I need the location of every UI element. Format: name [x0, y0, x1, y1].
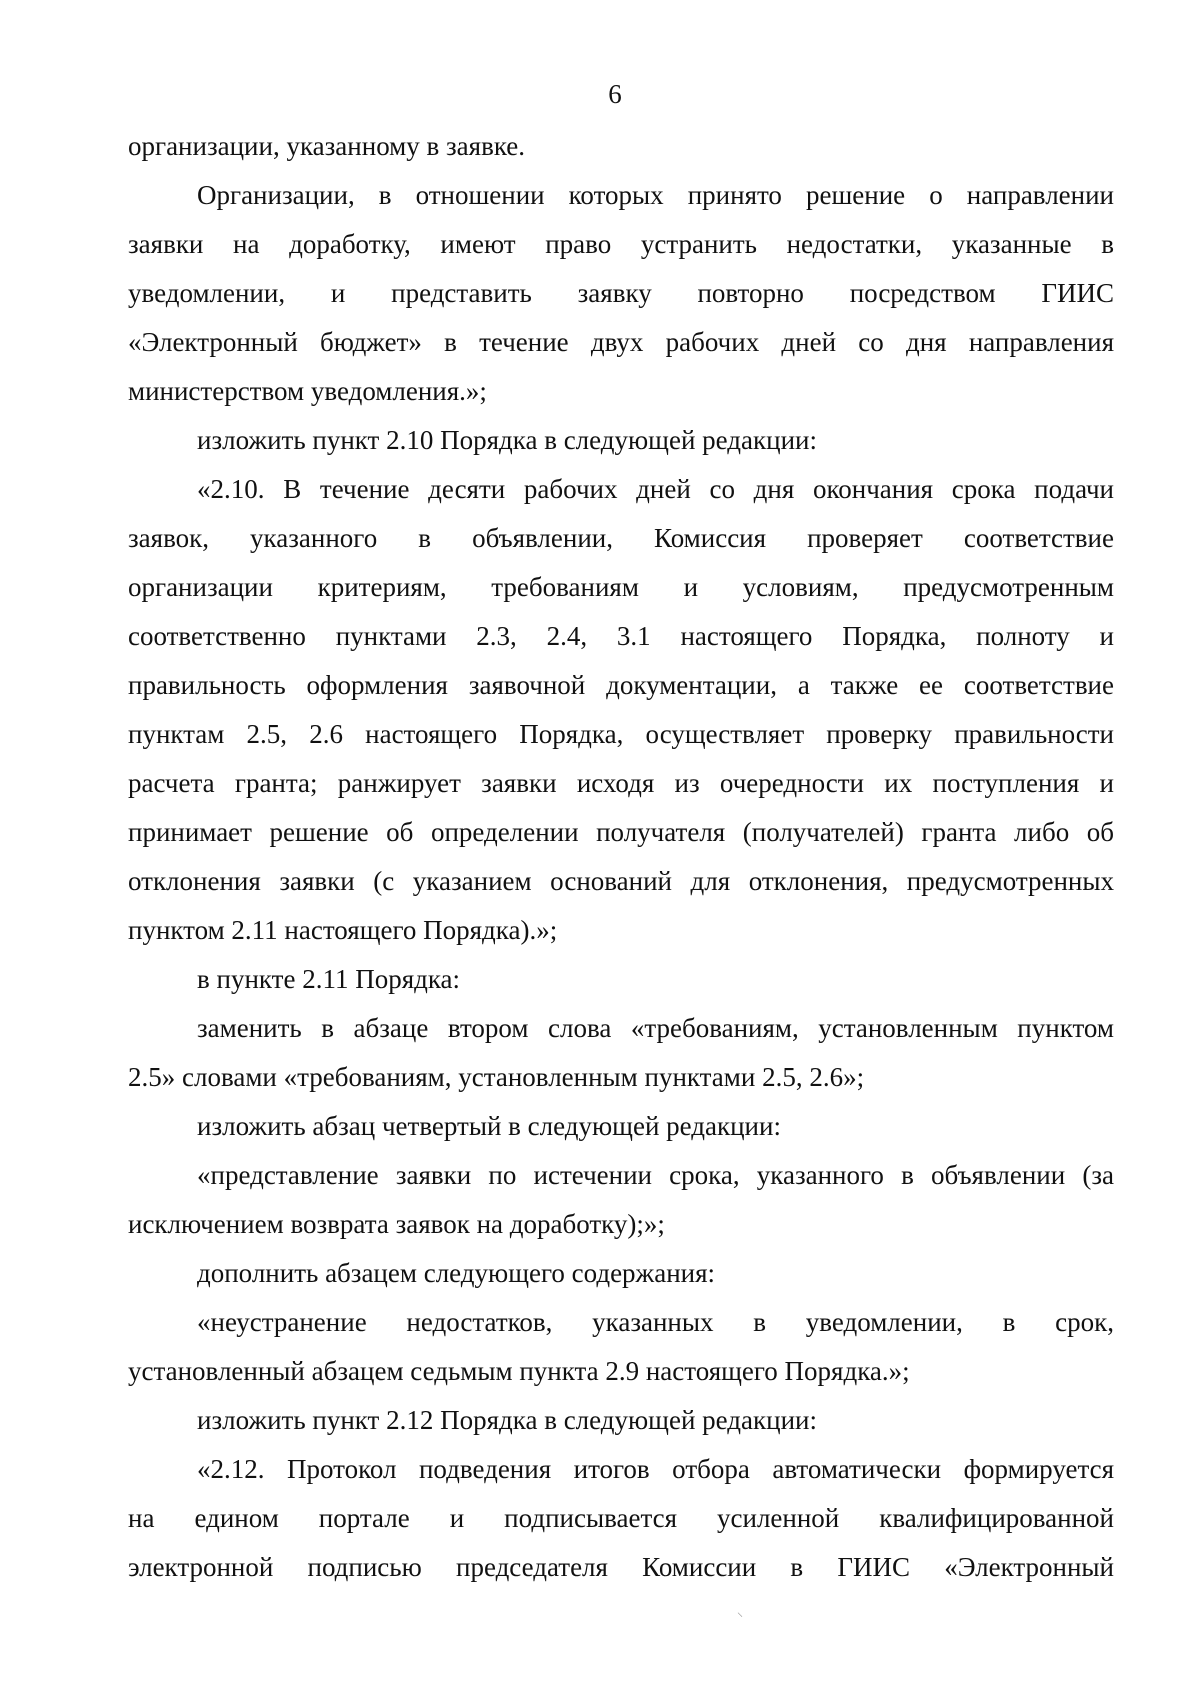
text-line: организации, указанному в заявке.: [128, 131, 526, 161]
text-line: изложить абзац четвертый в следующей редакции:: [197, 1111, 781, 1141]
text-line: расчета гранта; ранжирует заявки исходя из очередности их поступления и: [128, 768, 1114, 798]
paragraph-p1: [128, 122, 1114, 171]
text-line: соответственно пунктами 2.3, 2.4, 3.1 настоящего Порядка, полноту и: [128, 621, 1114, 651]
text-line: на едином портале и подписывается усиленной квалифицированной: [128, 1503, 1114, 1533]
text-line: заменить в абзаце втором слова «требованиям, установленным пунктом: [197, 1013, 1114, 1043]
paragraph-p6: [128, 1004, 1114, 1102]
text-line: установленный абзацем седьмым пункта 2.9 настоящего Порядка.»;: [128, 1356, 910, 1386]
text-line: уведомлении, и представить заявку повторно посредством ГИИС: [128, 278, 1114, 308]
text-line: Организации, в отношении которых принято решение о направлении: [197, 180, 1114, 210]
paragraph-p9: [128, 1249, 1114, 1298]
text-line: пунктам 2.5, 2.6 настоящего Порядка, осуществляет проверку правильности: [128, 719, 1114, 749]
scan-artifact-mark: ⸜: [737, 1605, 744, 1619]
text-line: изложить пункт 2.10 Порядка в следующей редакции:: [197, 425, 817, 455]
paragraph-p12: [128, 1445, 1114, 1592]
page-number: 6: [608, 79, 622, 109]
text-line: «неустранение недостатков, указанных в уведомлении, в срок,: [197, 1307, 1114, 1337]
text-line: отклонения заявки (с указанием оснований для отклонения, предусмотренных: [128, 866, 1114, 896]
paragraph-p7: [128, 1102, 1114, 1151]
paragraph-p8: [128, 1151, 1114, 1249]
text-line: электронной подписью председателя Комиссии в ГИИС «Электронный: [128, 1552, 1114, 1582]
text-line: изложить пункт 2.12 Порядка в следующей редакции:: [197, 1405, 817, 1435]
paragraph-p2: [128, 171, 1114, 416]
text-line: принимает решение об определении получателя (получателей) гранта либо об: [128, 817, 1114, 847]
text-line: правильность оформления заявочной документации, а также ее соответствие: [128, 670, 1114, 700]
text-line: «2.10. В течение десяти рабочих дней со дня окончания срока подачи: [197, 474, 1114, 504]
text-line: «Электронный бюджет» в течение двух рабочих дней со дня направления: [128, 327, 1114, 357]
text-line: пунктом 2.11 настоящего Порядка).»;: [128, 915, 558, 945]
text-line: заявок, указанного в объявлении, Комиссия проверяет соответствие: [128, 523, 1114, 553]
text-line: дополнить абзацем следующего содержания:: [197, 1258, 716, 1288]
paragraph-p4: [128, 465, 1114, 955]
text-line: в пункте 2.11 Порядка:: [197, 964, 461, 994]
text-line: исключением возврата заявок на доработку);»;: [128, 1209, 665, 1239]
paragraph-p10: [128, 1298, 1114, 1396]
paragraph-p3: [128, 416, 1114, 465]
text-line: «представление заявки по истечении срока, указанного в объявлении (за: [197, 1160, 1114, 1190]
text-line: 2.5» словами «требованиям, установленным пунктами 2.5, 2.6»;: [128, 1062, 865, 1092]
document-body: [128, 122, 1114, 1592]
text-line: министерством уведомления.»;: [128, 376, 487, 406]
text-line: «2.12. Протокол подведения итогов отбора автоматически формируется: [197, 1454, 1114, 1484]
paragraph-p11: [128, 1396, 1114, 1445]
text-line: заявки на доработку, имеют право устранить недостатки, указанные в: [128, 229, 1114, 259]
paragraph-p5: [128, 955, 1114, 1004]
text-line: организации критериям, требованиям и условиям, предусмотренным: [128, 572, 1114, 602]
